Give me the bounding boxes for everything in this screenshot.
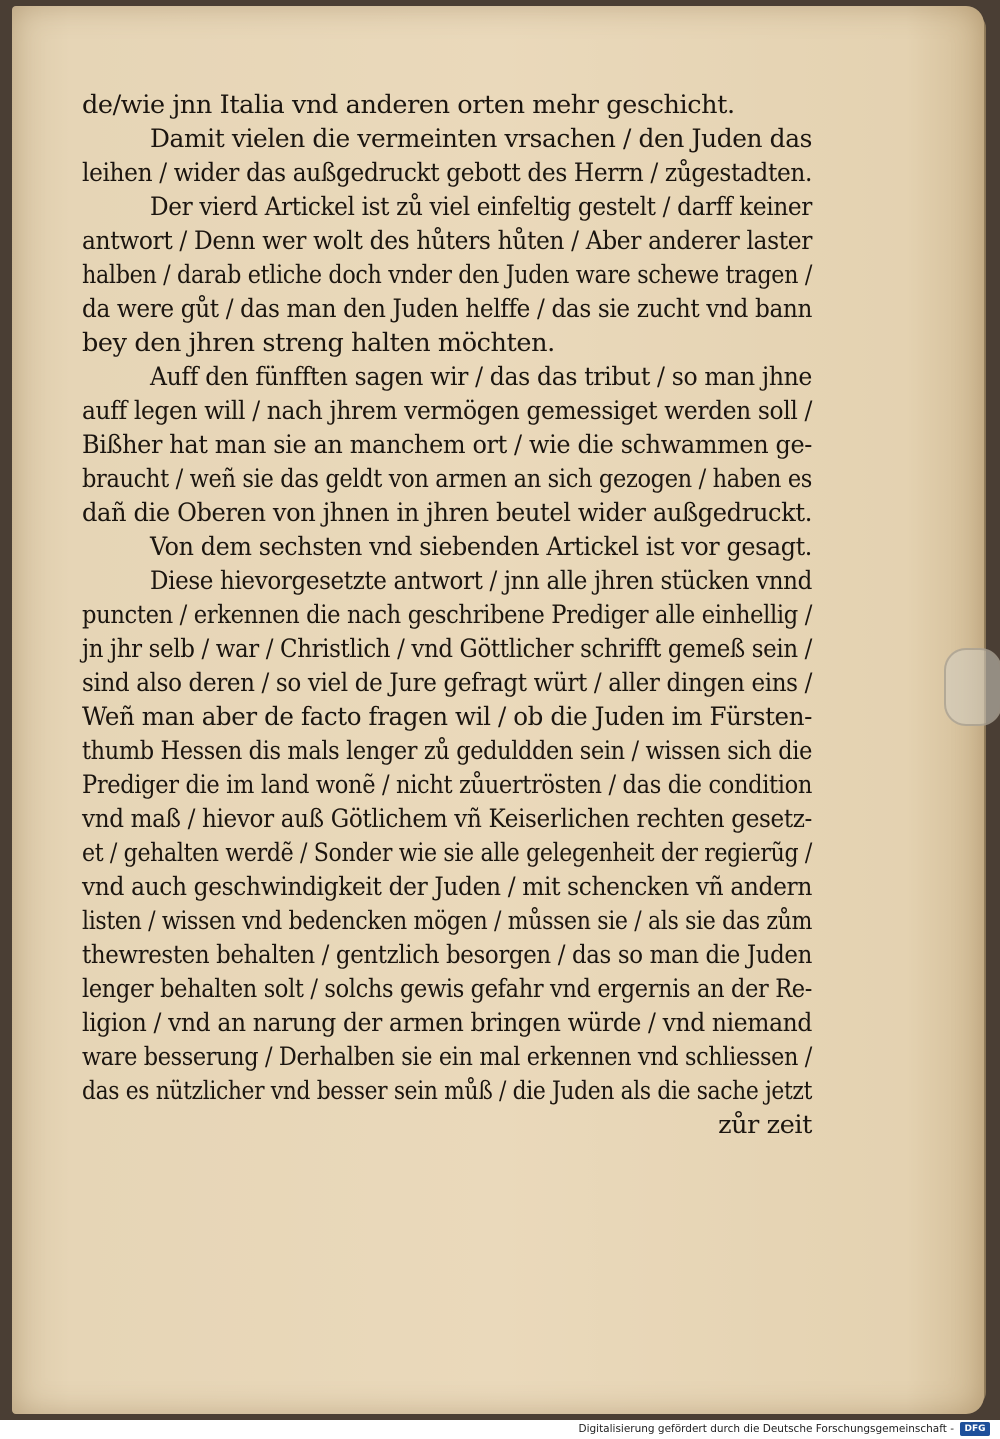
- text-line: ligion / vnd an narung der armen bringen würde / vnd niemand: [82, 1008, 812, 1038]
- text-line: leihen / wider das außgedruckt gebott des Herrn / zůgestadten.: [82, 158, 812, 188]
- text-line: braucht / weñ sie das geldt von armen an sich gezogen / haben es: [82, 464, 812, 494]
- text-line: Diese hievorgesetzte antwort / jnn alle jhren stücken vnnd: [150, 566, 812, 596]
- text-line: antwort / Denn wer wolt des hůters hůten / Aber anderer laster: [82, 226, 812, 256]
- text-line: bey den jhren streng halten möchten.: [82, 328, 555, 358]
- text-line: Damit vielen die vermeinten vrsachen / den Juden das: [150, 124, 812, 154]
- text-line: listen / wissen vnd bedencken mögen / můssen sie / als sie das zům: [82, 906, 812, 936]
- text-line: halben / darab etliche doch vnder den Juden ware schewe tragen /: [82, 260, 812, 290]
- text-line: de/wie jnn Italia vnd anderen orten mehr geschicht.: [82, 90, 735, 120]
- text-line: puncten / erkennen die nach geschribene Prediger alle einhellig /: [82, 600, 812, 630]
- text-line: vnd maß / hievor auß Götlichem vñ Keiserlichen rechten gesetz-: [82, 804, 812, 834]
- text-line: lenger behalten solt / solchs gewis gefahr vnd ergernis an der Re-: [82, 974, 812, 1004]
- text-line: da were gůt / das man den Juden helffe / das sie zucht vnd bann: [82, 294, 812, 324]
- text-line: Prediger die im land wonẽ / nicht zůuertrösten / das die condition: [82, 770, 812, 800]
- text-line: vnd auch geschwindigkeit der Juden / mit schencken vñ andern: [82, 872, 812, 902]
- text-line: sind also deren / so viel de Jure gefragt würt / aller dingen eins /: [82, 668, 812, 698]
- text-line: das es nützlicher vnd besser sein můß / die Juden als die sache jetzt: [82, 1076, 812, 1106]
- text-line: Von dem sechsten vnd siebenden Artickel ist vor gesagt.: [150, 532, 812, 562]
- funding-credit: Digitalisierung gefördert durch die Deutsche Forschungsgemeinschaft -: [578, 1423, 954, 1435]
- text-line: Auff den fünfften sagen wir / das das tribut / so man jhne: [150, 362, 812, 392]
- text-line: ware besserung / Derhalben sie ein mal erkennen vnd schliessen /: [82, 1042, 812, 1072]
- page-text: [82, 88, 812, 1142]
- text-line: jn jhr selb / war / Christlich / vnd Göttlicher schrifft gemeß sein /: [82, 634, 812, 664]
- text-line: thumb Hessen dis mals lenger zů geduldden sein / wissen sich die: [82, 736, 812, 766]
- digitization-footer: [0, 1420, 1000, 1439]
- text-line: et / gehalten werdẽ / Sonder wie sie alle gelegenheit der regierũg /: [82, 838, 812, 868]
- text-line: dañ die Oberen von jhnen in jhren beutel wider außgedruckt.: [82, 498, 812, 528]
- text-line: Bißher hat man sie an manchem ort / wie die schwammen ge-: [82, 430, 812, 460]
- text-line: Der vierd Artickel ist zů viel einfeltig gestelt / darff keiner: [150, 192, 812, 222]
- text-line: auff legen will / nach jhrem vermögen gemessiget werden soll /: [82, 396, 812, 426]
- page-clip: [944, 648, 1000, 726]
- catchword: zůr zeit: [718, 1110, 812, 1140]
- dfg-logo: DFG: [960, 1422, 990, 1436]
- text-line: thewresten behalten / gentzlich besorgen / das so man die Juden: [82, 940, 812, 970]
- text-line: Weñ man aber de facto fragen wil / ob die Juden im Fürsten-: [82, 702, 812, 732]
